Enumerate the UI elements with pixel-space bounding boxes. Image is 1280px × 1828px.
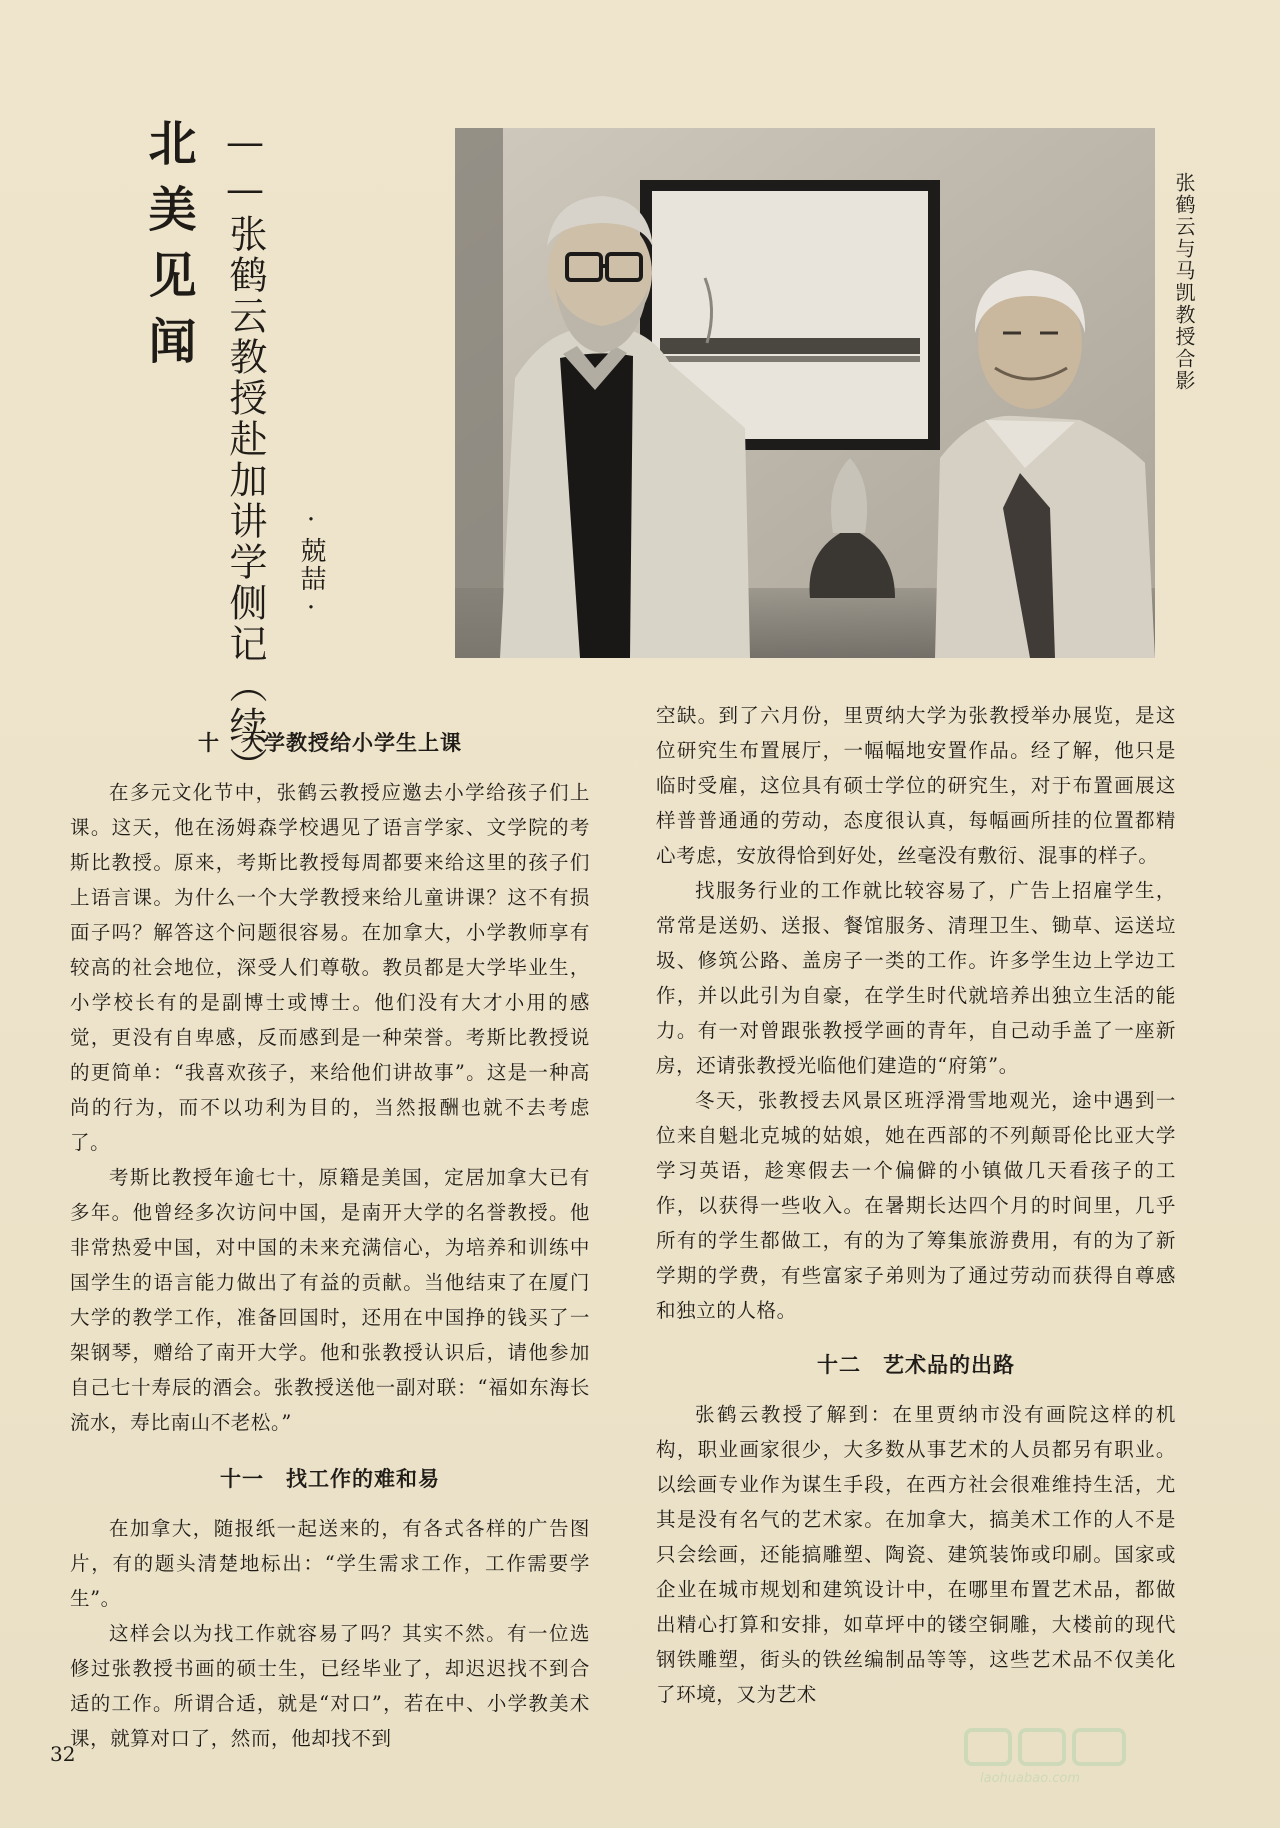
section-10-paragraph: 在多元文化节中，张鹤云教授应邀去小学给孩子们上课。这天，他在汤姆森学校遇见了语言学家、文学院的考斯比教授。原来，考斯比教授每周都要来给这里的孩子们上语言课。为什么一个大学教授来给儿童讲课？这不有损面子吗？解答这个问题很容易。在加拿大，小学教师享有较高的社会地位，深受人们尊敬。教员都是大学毕业生，小学校长有的是副博士或博士。他们没有大才小用的感觉，更没有自卑感，反而感到是一种荣誉。考斯比教授说的更简单：“我喜欢孩子，来给他们讲故事”。这是一种高尚的行为，而不以功利为目的，当然报酬也就不去考虑了。 <box>70 781 590 1154</box>
watermark-text: laohuabao.com <box>980 1771 1081 1786</box>
text-column-right <box>656 698 1176 1712</box>
section-10-heading: 十 大学教授给小学生上课 <box>198 731 462 755</box>
section-11-paragraph: 这样会以为找工作就容易了吗？其实不然。有一位选修过张教授书画的硕士生，已经毕业了，却迟迟找不到合适的工作。所谓合适，就是“对口”，若在中、小学教美术课，就算对口了，然而，他却找不到 <box>70 1622 590 1750</box>
portrait-photo <box>455 128 1155 658</box>
section-11-paragraph: 冬天，张教授去风景区班浮滑雪地观光，途中遇到一位来自魁北克城的姑娘，她在西部的不列颠哥伦比亚大学学习英语，趁寒假去一个偏僻的小镇做几天看孩子的工作，以获得一些收入。在暑期长达四个月的时间里，几乎所有的学生都做工，有的为了筹集旅游费用，有的为了新学期的学费，有些富家子弟则为了通过劳动而获得自尊感和独立的人格。 <box>656 1089 1176 1322</box>
section-11-paragraph: 找服务行业的工作就比较容易了，广告上招雇学生，常常是送奶、送报、餐馆服务、清理卫生、锄草、运送垃圾、修筑公路、盖房子一类的工作。许多学生边上学边工作，并以此引为自豪，在学生时代就培养出独立生活的能力。有一对曾跟张教授学画的青年，自己动手盖了一座新房，还请张教授光临他们建造的“府第”。 <box>656 879 1176 1077</box>
article-title: 北美见闻 <box>140 118 196 382</box>
article-author: ·兢喆· <box>296 505 326 625</box>
text-column-left <box>70 718 590 1756</box>
section-11-paragraph: 空缺。到了六月份，里贾纳大学为张教授举办展览，是这位研究生布置展厅，一幅幅地安置作品。经了解，他只是临时受雇，这位具有硕士学位的研究生，对于布置画展这样普普通通的劳动，态度很认真，每幅画所挂的位置都精心考虑，安放得恰到好处，丝毫没有敷衍、混事的样子。 <box>656 704 1176 867</box>
article-subtitle: ——张鹤云教授赴加讲学侧记（续） <box>223 120 267 788</box>
section-12-heading: 十二 艺术品的出路 <box>817 1353 1015 1377</box>
section-10-paragraph: 考斯比教授年逾七十，原籍是美国，定居加拿大已有多年。他曾经多次访问中国，是南开大学的名誉教授。他非常热爱中国，对中国的未来充满信心，为培养和训练中国学生的语言能力做出了有益的贡献。当他结束了在厦门大学的教学工作，准备回国时，还用在中国挣的钱买了一架钢琴，赠给了南开大学。他和张教授认识后，请他参加自己七十寿辰的酒会。张教授送他一副对联：“福如东海长流水，寿比南山不老松。” <box>70 1166 590 1434</box>
section-11-paragraph: 在加拿大，随报纸一起送来的，有各式各样的广告图片，有的题头清楚地标出：“学生需求工作，工作需要学生”。 <box>70 1517 590 1610</box>
page-number: 32 <box>50 1742 76 1766</box>
section-12-paragraph: 张鹤云教授了解到：在里贾纳市没有画院这样的机构，职业画家很少，大多数从事艺术的人员都另有职业。以绘画专业作为谋生手段，在西方社会很难维持生活，尤其是没有名气的艺术家。在加拿大，搞美术工作的人不是只会绘画，还能搞雕塑、陶瓷、建筑装饰或印刷。国家或企业在城市规划和建筑设计中，在哪里布置艺术品，都做出精心打算和安排，如草坪中的镂空铜雕，大楼前的现代钢铁雕塑，街头的铁丝编制品等等，这些艺术品不仅美化了环境，又为艺术 <box>656 1403 1176 1706</box>
section-11-heading: 十一 找工作的难和易 <box>220 1467 440 1491</box>
watermark-logo <box>958 1724 1138 1788</box>
photo-caption: 张鹤云与马凯教授合影 <box>1172 172 1196 392</box>
